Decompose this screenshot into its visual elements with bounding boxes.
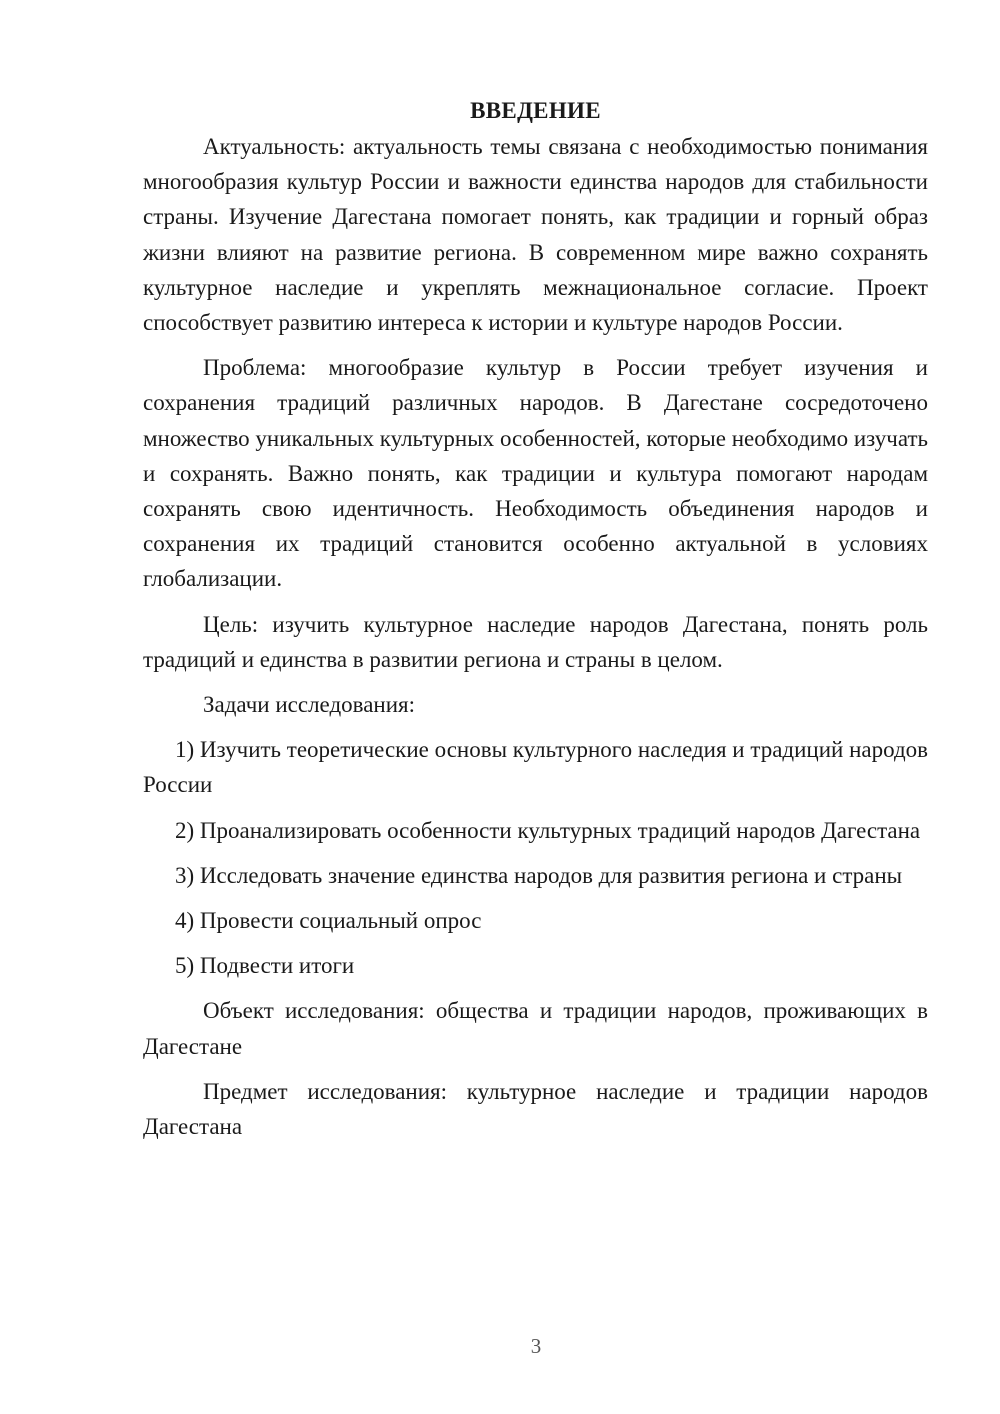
goal-paragraph: Цель: изучить культурное наследие народов Дагестана, понять роль традиций и единства в развитии региона и страны в целом.: [143, 611, 928, 672]
task-item: 2) Проанализировать особенности культурных традиций народов Дагестана: [175, 817, 921, 843]
task-item: 4) Провести социальный опрос: [175, 908, 482, 934]
task-item: 3) Исследовать значение единства народов для развития региона и страны: [175, 862, 903, 888]
tasks-list: [143, 732, 928, 983]
document-page: [143, 96, 928, 1154]
tasks-heading: Задачи исследования:: [203, 692, 416, 718]
subject-paragraph: Предмет исследования: культурное наследие и традиции народов Дагестана: [143, 1078, 928, 1140]
object-paragraph: Объект исследования: общества и традиции народов, проживающих в Дагестане: [143, 998, 928, 1059]
problem-paragraph: Проблема: многообразие культур в России требует изучения и сохранения традиций различных народов. В Дагестане сосредоточено множество уникальных культурных особенностей, которые необходимо изучать и сохранять. Важно понять, как традиции и культура помогают народам сохранять свою идентичность. Необходимость объединения народов и сохранения их традиций становится особенно актуальной в условиях глобализации.: [143, 355, 928, 592]
relevance-paragraph: Актуальность: актуальность темы связана с необходимостью понимания многообразия культур России и важности единства народов для стабильности страны. Изучение Дагестана помогает понять, как традиции и горный образ жизни влияют на развитие региона. В современном мире важно сохранять культурное наследие и укреплять межнациональное согласие. Проект способствует развитию интереса к истории и культуре народов России.: [143, 134, 928, 336]
page-number: 3: [530, 1334, 542, 1358]
section-title: ВВЕДЕНИЕ: [470, 98, 601, 123]
task-item: 1) Изучить теоретические основы культурного наследия и традиций народов России: [143, 737, 929, 798]
task-item: 5) Подвести итоги: [175, 953, 355, 979]
